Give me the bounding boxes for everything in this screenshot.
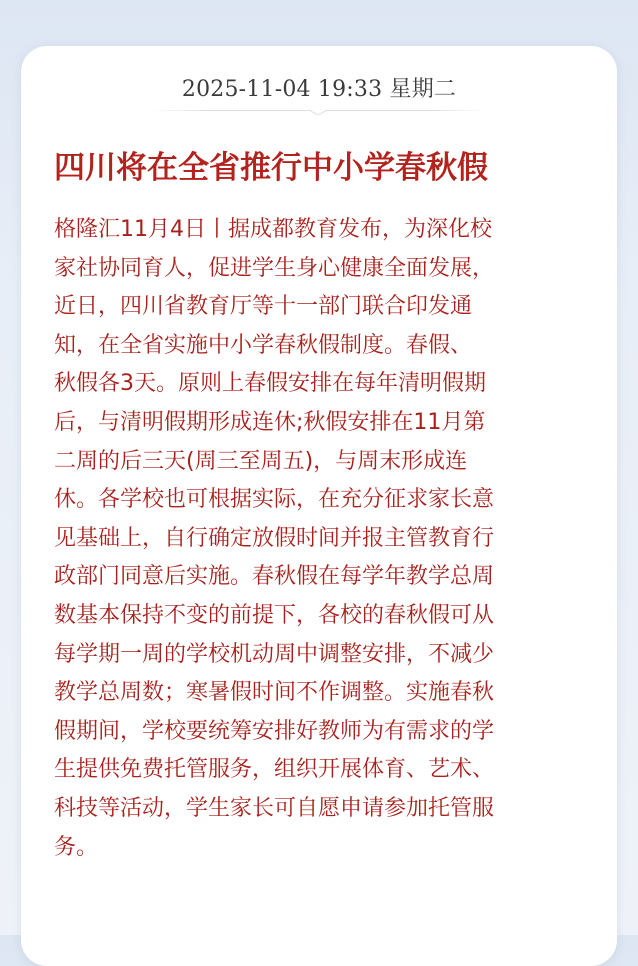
article-body-line: 生提供免费托管服务，组织开展体育、艺术、 (54, 757, 495, 783)
article-body-line: 教学总周数；寒暑假时间不作调整。实施春秋 (54, 680, 495, 706)
article-body-line: 政部门同意后实施。春秋假在每学年教学总周 (54, 564, 495, 590)
article-body-line: 科技等活动，学生家长可自愿申请参加托管服 (54, 795, 495, 821)
article-body-line: 知，在全省实施中小学春秋假制度。春假、 (54, 332, 473, 358)
article-body-line: 后，与清明假期形成连休;秋假安排在11月第 (54, 409, 486, 435)
article-body-line: 每学期一周的学校机动周中调整安排，不减少 (54, 641, 495, 667)
article-body-line: 休。各学校也可根据实际，在充分征求家长意 (54, 487, 495, 513)
article-title: 四川将在全省推行中小学春秋假 (54, 150, 488, 186)
article-body-line: 二周的后三天(周三至周五)，与周末形成连 (54, 448, 468, 474)
article-body-line: 数基本保持不变的前提下，各校的春秋假可从 (54, 602, 495, 628)
article-body-line: 见基础上，自行确定放假时间并报主管教育行 (54, 525, 495, 551)
article-body-line: 秋假各3天。原则上春假安排在每年清明假期 (54, 371, 486, 397)
divider-notch-icon (309, 105, 327, 115)
article-body-line: 近日，四川省教育厅等十一部门联合印发通 (54, 294, 473, 320)
article-body-line: 务。 (54, 834, 99, 860)
article-body-line: 假期间，学校要统筹安排好教师为有需求的学 (54, 718, 495, 744)
publish-datetime: 2025-11-04 19:33 星期二 (181, 77, 457, 102)
article-body (54, 211, 594, 867)
article-body-line: 家社协同育人，促进学生身心健康全面发展， (54, 255, 495, 281)
article-body-line: 格隆汇11月4日丨据成都教育发布，为深化校 (54, 217, 492, 242)
